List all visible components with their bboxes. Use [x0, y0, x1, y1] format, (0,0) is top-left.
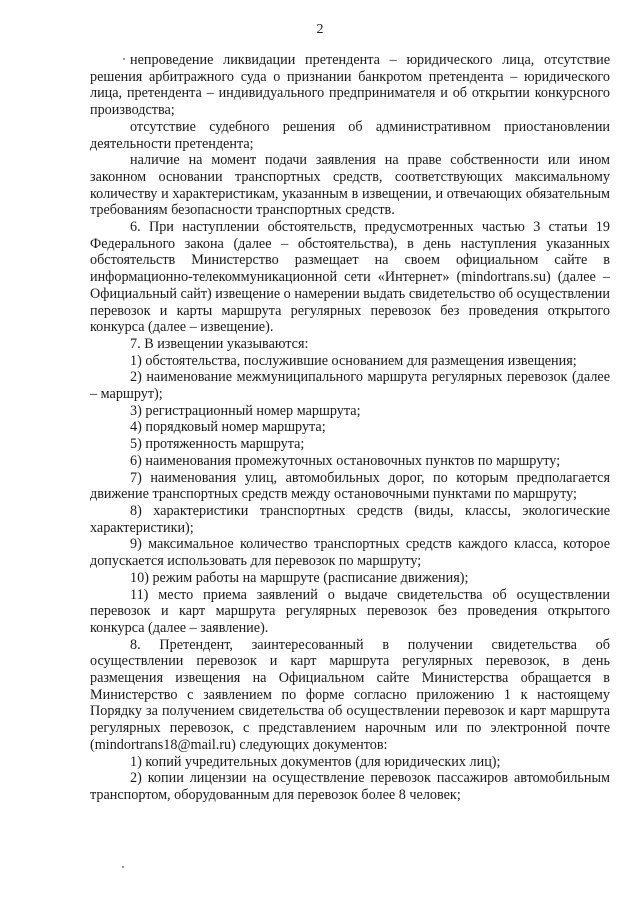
document-body	[90, 52, 610, 804]
paragraph: непроведение ликвидации претендента – юридического лица, отсутствие решения арбитражного суда о признании банкротом претендента – юридического лица, претендента – индивидуального предпринимателя и об открытии конкурсного производства;	[90, 52, 610, 119]
list-item: 1) копий учредительных документов (для юридических лиц);	[130, 753, 501, 770]
list-item: 5) протяженность маршрута;	[130, 436, 305, 453]
scan-speck	[122, 866, 124, 868]
list-item: 3) регистрационный номер маршрута;	[130, 402, 361, 419]
paragraph: 6. При наступлении обстоятельств, предусмотренных частью 3 статьи 19 Федерального закона (далее – обстоятельства), в день наступления указанных обстоятельств Министерство размещает на своем официальном сайте в информационно-телекоммуникационной сети «Интернет» (mindortrans.su) (далее – Официальный сайт) извещение о намерении выдать свидетельство об осуществлении перевозок и карты маршрута регулярных перевозок без проведения открытого конкурса (далее – извещение).	[90, 219, 610, 336]
list-item: 6) наименования промежуточных остановочных пунктов по маршруту;	[130, 452, 561, 469]
paragraph: наличие на момент подачи заявления на праве собственности или ином законном основании транспортных средств, соответствующих максимальному количеству и характеристикам, указанным в извещении, и отвечающих обязательным требованиям безопасности транспортных средств.	[90, 152, 610, 219]
list-item: 7) наименования улиц, автомобильных дорог, по которым предполагается движение транспортных средств между остановочными пунктами по маршруту;	[90, 469, 610, 503]
list-item: 9) максимальное количество транспортных средств каждого класса, которое допускается использовать для перевозок по маршруту;	[90, 536, 610, 570]
list-item: 2) копии лицензии на осуществление перевозок пассажиров автомобильным транспортом, оборудованным для перевозок более 8 человек;	[90, 770, 610, 803]
paragraph: отсутствие судебного решения об административном приостановлении деятельности претендента;	[90, 118, 610, 152]
list-item: 2) наименование межмуниципального маршрута регулярных перевозок (далее – маршрут);	[90, 369, 610, 403]
list-item: 10) режим работы на маршруте (расписание движения);	[130, 569, 469, 586]
list-item: 4) порядковый номер маршрута;	[130, 419, 326, 436]
paragraph: 8. Претендент, заинтересованный в получении свидетельства об осуществлении перевозок и карт маршрута регулярных перевозок, в день размещения извещения на Официальном сайте Министерства обращается в Министерство с заявлением по форме согласно приложению 1 к настоящему Порядку за получением свидетельства об осуществлении перевозок и карт маршрута регулярных перевозок, с представлением нарочным или по электронной почте (mindortrans18@mail.ru) следующих документов:	[90, 636, 610, 753]
list-item: 8) характеристики транспортных средств (виды, классы, экологические характеристики);	[90, 502, 610, 536]
list-item: 1) обстоятельства, послужившие основанием для размещения извещения;	[130, 352, 577, 369]
list-item: 11) место приема заявлений о выдаче свидетельства об осуществлении перевозок и карт маршрута регулярных перевозок без проведения открытого конкурса (далее – заявление).	[90, 586, 610, 636]
paragraph: 7. В извещении указываются:	[130, 335, 309, 352]
page-number: 2	[316, 22, 324, 37]
